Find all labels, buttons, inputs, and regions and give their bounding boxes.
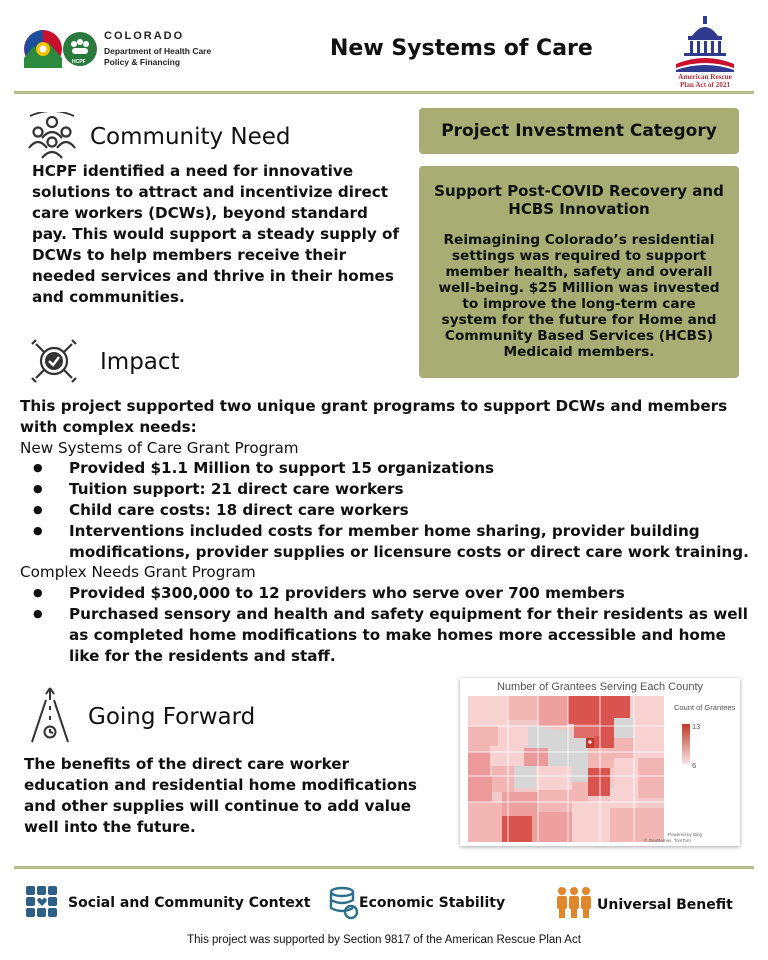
- legend-min: 6: [692, 761, 697, 770]
- list-item: ● Provided $1.1 Million to support 15 organizations: [20, 458, 750, 479]
- colorado-c-logo-icon: [22, 28, 102, 70]
- map-title: Number of Grantees Serving Each County: [496, 681, 704, 693]
- county-shapes: [468, 696, 664, 842]
- header-divider: [14, 91, 754, 94]
- footer-note: This project was supported by Section 9817 of the American Rescue Plan Act: [187, 934, 581, 946]
- universal-people-icon: [556, 886, 592, 918]
- map-credit-geonames: © GeoNames, TomTom: [644, 838, 691, 843]
- impact-title: Impact: [100, 349, 180, 375]
- list-item: ● Child care costs: 18 direct care workers: [20, 500, 750, 521]
- program1-title: New Systems of Care Grant Program: [20, 438, 299, 457]
- legend-max: 13: [692, 722, 701, 731]
- logo-wordmark: COLORADO: [104, 30, 185, 42]
- footer-divider: [14, 866, 754, 869]
- economic-coins-icon: [328, 886, 360, 920]
- going-forward-title: Going Forward: [88, 704, 256, 730]
- tag-economic-stability: Economic Stability: [359, 895, 506, 911]
- arp-line-2: Plan Act of 2021: [679, 81, 731, 89]
- map-credit-bing: Powered by Bing: [668, 832, 703, 837]
- list-item: ● Interventions included costs for member home sharing, provider building modifications, provider supplies or licensure costs or direct care work training.: [20, 521, 750, 563]
- tag-universal-benefit: Universal Benefit: [597, 897, 733, 913]
- tag-social-community: Social and Community Context: [68, 895, 311, 911]
- program2-title: Complex Needs Grant Program: [20, 563, 256, 582]
- legend-title: Count of Grantees: [674, 703, 736, 712]
- impact-section: [20, 396, 750, 666]
- legend-gradient: [682, 724, 690, 764]
- colorado-county-map: [468, 696, 730, 844]
- hcpf-logo: [22, 28, 222, 70]
- impact-target-icon: [28, 336, 80, 386]
- community-need-body: HCPF identified a need for innovative solutions to attract and incentivize direct care workers (DCWs), beyond standard pay. This would support a steady supply of DCWs to help members receive their needed services and thrive in their homes and communities.: [32, 162, 400, 306]
- capitol-dome-icon: [668, 14, 742, 72]
- road-forward-icon: [28, 686, 72, 744]
- social-community-icon: [24, 884, 60, 920]
- program2-list: [20, 583, 750, 666]
- logo-department-line: Department of Health Care: [104, 46, 212, 56]
- denver-marker: [588, 740, 591, 743]
- hcpf-badge-text: HCPF: [72, 59, 86, 65]
- arp-logo: [668, 14, 742, 90]
- program1-list: [20, 458, 750, 562]
- investment-category-header: [419, 108, 739, 154]
- arp-line-1: American Rescue: [678, 73, 732, 81]
- going-forward-body: The benefits of the direct care worker education and residential home modifications and other supplies will continue to add value well into the future.: [24, 755, 417, 836]
- page-title: New Systems of Care: [330, 36, 593, 61]
- impact-intro: This project supported two unique grant programs to support DCWs and members with complex needs:: [20, 397, 728, 436]
- list-item: ● Provided $300,000 to 12 providers who serve over 700 members: [20, 583, 750, 604]
- grantee-county-map: [460, 678, 740, 846]
- investment-category-title: Support Post-COVID Recovery and HCBS Innovation: [434, 182, 724, 218]
- list-item: ● Tuition support: 21 direct care workers: [20, 479, 750, 500]
- logo-policy-line: Policy & Financing: [104, 57, 181, 67]
- investment-category-label: Project Investment Category: [441, 121, 717, 141]
- investment-category-text: Reimagining Colorado’s residential settings was required to support member health, safety and overall well-being. $25 Million was invested to improve the long-term care system for the future for Home and Community Based Services (HCBS) Medicaid members.: [438, 232, 720, 360]
- community-people-icon: [26, 112, 78, 160]
- investment-category-box: [419, 166, 739, 378]
- community-need-title: Community Need: [90, 124, 291, 150]
- list-item: ● Purchased sensory and health and safety equipment for their residents as well as completed home modifications to make homes more accessible and home like for the residents and staff.: [20, 604, 750, 666]
